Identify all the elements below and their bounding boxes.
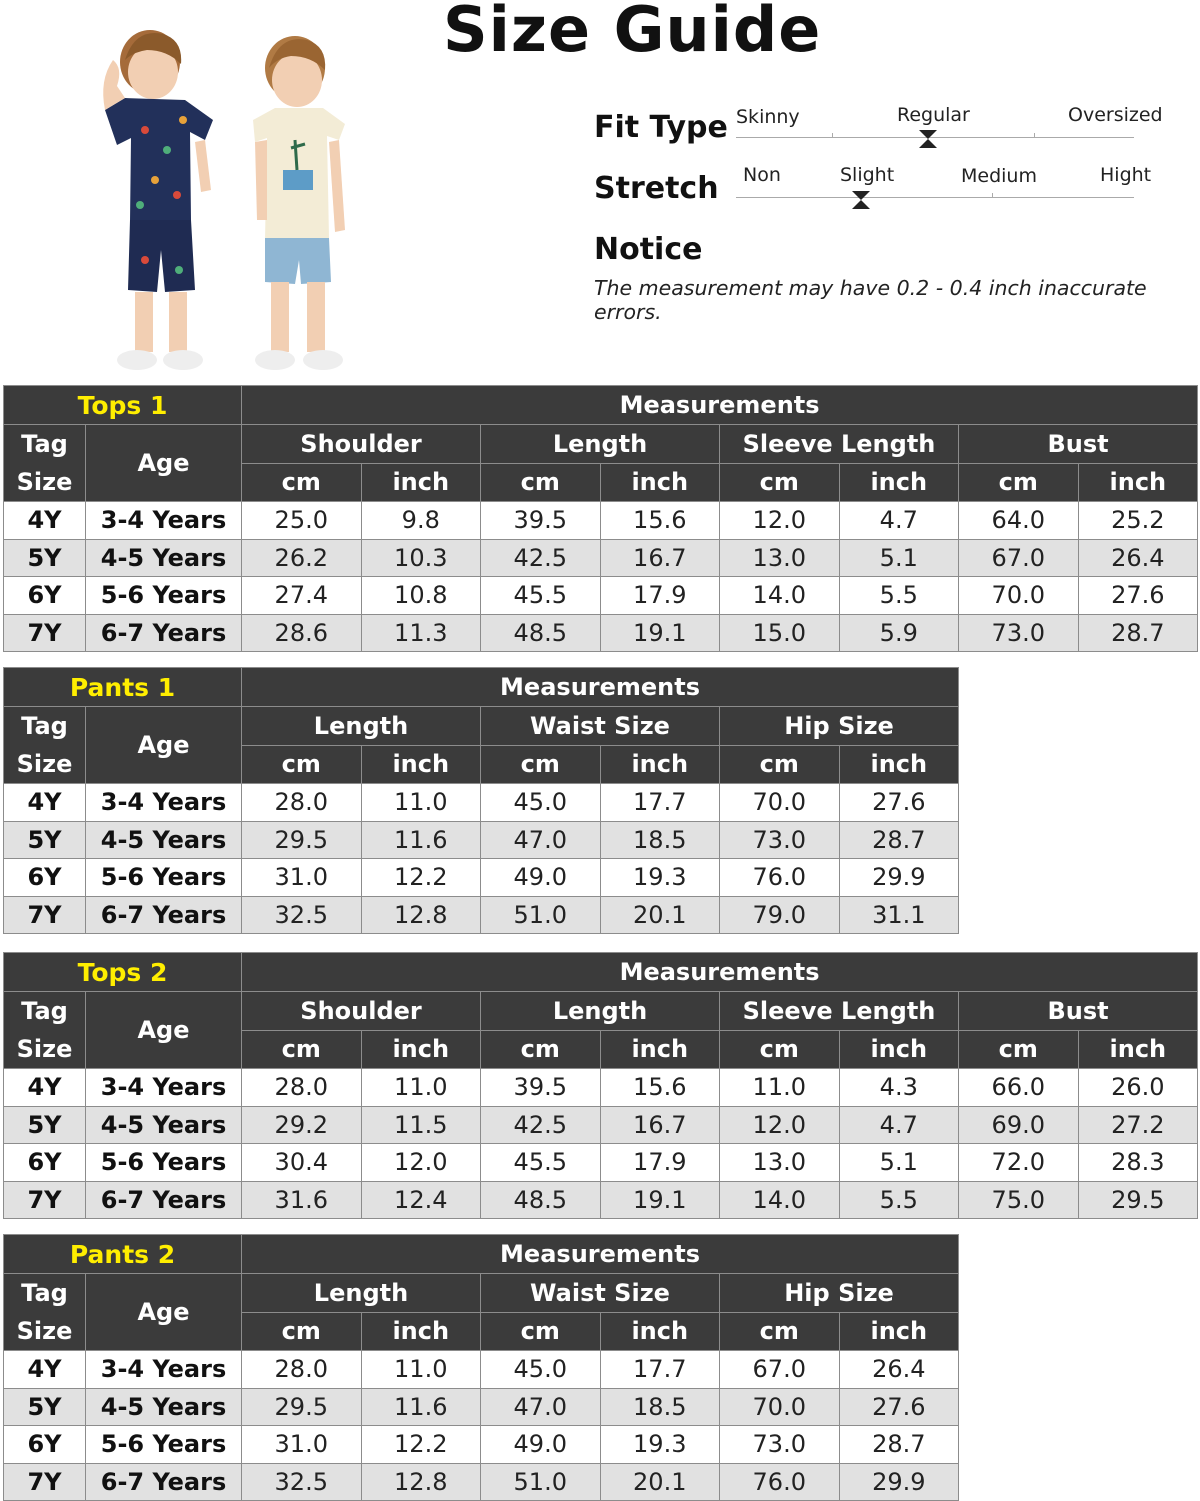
stretch-option-non: Non [743,164,781,186]
tops2-unit-header: cm [242,1030,362,1069]
value-cell: 27.6 [839,1388,959,1426]
tag-size-cell: 6Y [4,1426,86,1464]
value-cell: 5.9 [839,614,959,652]
value-cell: 12.0 [720,502,840,540]
tag-size-cell: 7Y [4,614,86,652]
value-cell: 47.0 [481,821,601,859]
value-cell: 14.0 [720,1181,840,1219]
pants2-unit-header: inch [600,1312,720,1351]
value-cell: 9.8 [361,502,481,540]
value-cell: 31.0 [242,1426,362,1464]
value-cell: 42.5 [481,1106,601,1144]
table-row [4,1144,1198,1182]
value-cell: 27.2 [1078,1106,1198,1144]
age-cell: 3-4 Years [86,784,242,822]
value-cell: 66.0 [959,1069,1079,1107]
stretch-option-hight: Hight [1100,164,1152,186]
pants2-unit-header: cm [242,1312,362,1351]
value-cell: 47.0 [481,1388,601,1426]
value-cell: 17.7 [600,784,720,822]
value-cell: 48.5 [481,614,601,652]
value-cell: 39.5 [481,502,601,540]
tops1-group-header: Shoulder [242,425,481,464]
value-cell: 4.7 [839,502,959,540]
tops2-table [3,952,1198,1219]
pants1-tag-size-header: Tag Size [4,707,86,784]
pants1-unit-header: inch [839,745,959,784]
table-row [4,577,1198,615]
tops1-measurements-header: Measurements [242,386,1198,425]
table-row [4,1106,1198,1144]
value-cell: 25.2 [1078,502,1198,540]
value-cell: 29.5 [242,1388,362,1426]
value-cell: 20.1 [600,1463,720,1501]
value-cell: 45.0 [481,784,601,822]
pants2-measurements-header: Measurements [242,1235,959,1274]
value-cell: 5.1 [839,1144,959,1182]
value-cell: 27.4 [242,577,362,615]
value-cell: 19.1 [600,1181,720,1219]
tag-size-cell: 7Y [4,1181,86,1219]
value-cell: 18.5 [600,821,720,859]
value-cell: 5.1 [839,539,959,577]
pants1-age-header: Age [86,707,242,784]
tag-size-cell: 5Y [4,821,86,859]
tops1-unit-header: inch [600,463,720,502]
value-cell: 76.0 [720,859,840,897]
value-cell: 28.6 [242,614,362,652]
fit-type-tick [832,133,833,138]
value-cell: 26.0 [1078,1069,1198,1107]
value-cell: 10.8 [361,577,481,615]
value-cell: 27.6 [1078,577,1198,615]
tag-size-cell: 6Y [4,1144,86,1182]
value-cell: 12.2 [361,859,481,897]
stretch-track [736,197,1134,198]
tops2-unit-header: inch [600,1030,720,1069]
tops2-title: Tops 2 [4,953,242,992]
value-cell: 12.0 [720,1106,840,1144]
value-cell: 64.0 [959,502,1079,540]
age-cell: 5-6 Years [86,577,242,615]
tops1-tag-size-header: Tag Size [4,425,86,502]
pants1-unit-header: inch [361,745,481,784]
value-cell: 31.1 [839,896,959,934]
value-cell: 11.0 [361,784,481,822]
table-row [4,1069,1198,1107]
tag-size-cell: 4Y [4,1069,86,1107]
value-cell: 11.6 [361,1388,481,1426]
kid-summer-outfit [253,36,345,370]
value-cell: 5.5 [839,577,959,615]
fit-type-tick [1034,133,1035,138]
value-cell: 28.3 [1078,1144,1198,1182]
age-cell: 4-5 Years [86,821,242,859]
value-cell: 79.0 [720,896,840,934]
notice-label: Notice [594,232,703,267]
value-cell: 19.3 [600,1426,720,1464]
tops1-group-header: Bust [959,425,1198,464]
value-cell: 28.7 [1078,614,1198,652]
tops1-unit-header: inch [1078,463,1198,502]
age-cell: 6-7 Years [86,896,242,934]
value-cell: 12.0 [361,1144,481,1182]
value-cell: 12.8 [361,896,481,934]
value-cell: 39.5 [481,1069,601,1107]
value-cell: 13.0 [720,539,840,577]
value-cell: 29.2 [242,1106,362,1144]
value-cell: 11.6 [361,821,481,859]
value-cell: 28.7 [839,1426,959,1464]
value-cell: 70.0 [720,1388,840,1426]
value-cell: 48.5 [481,1181,601,1219]
pants2-group-header: Hip Size [720,1274,959,1313]
value-cell: 18.5 [600,1388,720,1426]
value-cell: 45.5 [481,1144,601,1182]
pants1-group-header: Length [242,707,481,746]
tops1-title: Tops 1 [4,386,242,425]
pants1-unit-header: inch [600,745,720,784]
tops1-unit-header: cm [242,463,362,502]
value-cell: 29.5 [242,821,362,859]
tops2-group-header: Sleeve Length [720,992,959,1031]
pants2-title: Pants 2 [4,1235,242,1274]
pants2-table [3,1234,959,1501]
pants1-unit-header: cm [720,745,840,784]
value-cell: 27.6 [839,784,959,822]
value-cell: 19.1 [600,614,720,652]
value-cell: 4.3 [839,1069,959,1107]
tops2-unit-header: cm [481,1030,601,1069]
value-cell: 69.0 [959,1106,1079,1144]
value-cell: 45.0 [481,1351,601,1389]
value-cell: 28.0 [242,1069,362,1107]
tops1-unit-header: cm [959,463,1079,502]
value-cell: 12.4 [361,1181,481,1219]
value-cell: 30.4 [242,1144,362,1182]
table-row [4,784,959,822]
value-cell: 29.9 [839,859,959,897]
page-title: Size Guide [443,0,822,66]
value-cell: 15.6 [600,1069,720,1107]
table-row [4,859,959,897]
fit-type-label: Fit Type [594,110,728,145]
pants2-unit-header: inch [839,1312,959,1351]
table-row [4,1351,959,1389]
value-cell: 29.9 [839,1463,959,1501]
age-cell: 6-7 Years [86,1463,242,1501]
pants1-title: Pants 1 [4,668,242,707]
tops1-group-header: Sleeve Length [720,425,959,464]
pants2-group-header: Length [242,1274,481,1313]
value-cell: 67.0 [720,1351,840,1389]
table-row [4,614,1198,652]
tops2-group-header: Shoulder [242,992,481,1031]
fit-option-oversized: Oversized [1068,104,1163,126]
value-cell: 28.0 [242,1351,362,1389]
tops2-unit-header: cm [720,1030,840,1069]
value-cell: 20.1 [600,896,720,934]
value-cell: 75.0 [959,1181,1079,1219]
tag-size-cell: 7Y [4,896,86,934]
tops2-unit-header: inch [839,1030,959,1069]
tops1-group-header: Length [481,425,720,464]
table-row [4,1388,959,1426]
tag-size-cell: 6Y [4,577,86,615]
notice-text: The measurement may have 0.2 - 0.4 inch inaccurate errors. [594,276,1147,324]
value-cell: 26.4 [839,1351,959,1389]
table-row [4,896,959,934]
pants2-unit-header: cm [720,1312,840,1351]
value-cell: 31.6 [242,1181,362,1219]
pants1-unit-header: cm [481,745,601,784]
stretch-label: Stretch [594,171,719,206]
age-cell: 4-5 Years [86,539,242,577]
value-cell: 28.0 [242,784,362,822]
value-cell: 25.0 [242,502,362,540]
pants1-group-header: Hip Size [720,707,959,746]
age-cell: 3-4 Years [86,1351,242,1389]
value-cell: 17.9 [600,577,720,615]
value-cell: 10.3 [361,539,481,577]
value-cell: 26.2 [242,539,362,577]
value-cell: 17.9 [600,1144,720,1182]
value-cell: 73.0 [959,614,1079,652]
table-row [4,539,1198,577]
value-cell: 73.0 [720,821,840,859]
tops2-tag-size-header: Tag Size [4,992,86,1069]
table-row [4,1426,959,1464]
stretch-tick [992,193,993,198]
tops2-unit-header: cm [959,1030,1079,1069]
value-cell: 45.5 [481,577,601,615]
pants1-measurements-header: Measurements [242,668,959,707]
value-cell: 15.0 [720,614,840,652]
age-cell: 6-7 Years [86,614,242,652]
value-cell: 17.7 [600,1351,720,1389]
age-cell: 5-6 Years [86,1144,242,1182]
tops1-age-header: Age [86,425,242,502]
table-row [4,1463,959,1501]
value-cell: 5.5 [839,1181,959,1219]
kids-photo [95,20,365,382]
value-cell: 11.5 [361,1106,481,1144]
value-cell: 12.2 [361,1426,481,1464]
table-row [4,821,959,859]
value-cell: 28.7 [839,821,959,859]
pants2-age-header: Age [86,1274,242,1351]
tag-size-cell: 6Y [4,859,86,897]
stretch-option-medium: Medium [961,165,1037,187]
value-cell: 11.0 [720,1069,840,1107]
value-cell: 14.0 [720,577,840,615]
age-cell: 4-5 Years [86,1106,242,1144]
pants1-group-header: Waist Size [481,707,720,746]
value-cell: 26.4 [1078,539,1198,577]
value-cell: 67.0 [959,539,1079,577]
age-cell: 3-4 Years [86,1069,242,1107]
value-cell: 76.0 [720,1463,840,1501]
pants1-table [3,667,959,934]
tops2-age-header: Age [86,992,242,1069]
value-cell: 16.7 [600,1106,720,1144]
pants2-unit-header: inch [361,1312,481,1351]
value-cell: 16.7 [600,539,720,577]
value-cell: 51.0 [481,896,601,934]
tag-size-cell: 4Y [4,784,86,822]
value-cell: 73.0 [720,1426,840,1464]
fit-option-skinny: Skinny [736,106,800,128]
value-cell: 42.5 [481,539,601,577]
value-cell: 70.0 [959,577,1079,615]
tops1-unit-header: cm [481,463,601,502]
tag-size-cell: 5Y [4,539,86,577]
value-cell: 11.3 [361,614,481,652]
table-row [4,502,1198,540]
tops2-measurements-header: Measurements [242,953,1198,992]
tops1-table [3,385,1198,652]
value-cell: 72.0 [959,1144,1079,1182]
value-cell: 15.6 [600,502,720,540]
tag-size-cell: 5Y [4,1388,86,1426]
value-cell: 11.0 [361,1069,481,1107]
value-cell: 29.5 [1078,1181,1198,1219]
tops2-group-header: Bust [959,992,1198,1031]
pants2-unit-header: cm [481,1312,601,1351]
value-cell: 32.5 [242,896,362,934]
kid-dino-outfit [103,30,213,370]
value-cell: 19.3 [600,859,720,897]
tops2-unit-header: inch [361,1030,481,1069]
tops2-unit-header: inch [1078,1030,1198,1069]
tops1-unit-header: inch [361,463,481,502]
fit-type-marker-icon [917,128,939,150]
tag-size-cell: 4Y [4,1351,86,1389]
fit-option-regular: Regular [897,104,970,126]
value-cell: 49.0 [481,859,601,897]
tops1-unit-header: inch [839,463,959,502]
value-cell: 13.0 [720,1144,840,1182]
tops1-unit-header: cm [720,463,840,502]
tag-size-cell: 7Y [4,1463,86,1501]
pants2-tag-size-header: Tag Size [4,1274,86,1351]
tag-size-cell: 5Y [4,1106,86,1144]
age-cell: 6-7 Years [86,1181,242,1219]
age-cell: 5-6 Years [86,859,242,897]
value-cell: 32.5 [242,1463,362,1501]
value-cell: 12.8 [361,1463,481,1501]
value-cell: 70.0 [720,784,840,822]
table-row [4,1181,1198,1219]
value-cell: 51.0 [481,1463,601,1501]
stretch-marker-icon [850,189,872,211]
value-cell: 31.0 [242,859,362,897]
age-cell: 4-5 Years [86,1388,242,1426]
value-cell: 49.0 [481,1426,601,1464]
tops2-group-header: Length [481,992,720,1031]
tag-size-cell: 4Y [4,502,86,540]
age-cell: 3-4 Years [86,502,242,540]
stretch-option-slight: Slight [840,164,895,186]
value-cell: 11.0 [361,1351,481,1389]
pants1-unit-header: cm [242,745,362,784]
value-cell: 4.7 [839,1106,959,1144]
age-cell: 5-6 Years [86,1426,242,1464]
pants2-group-header: Waist Size [481,1274,720,1313]
